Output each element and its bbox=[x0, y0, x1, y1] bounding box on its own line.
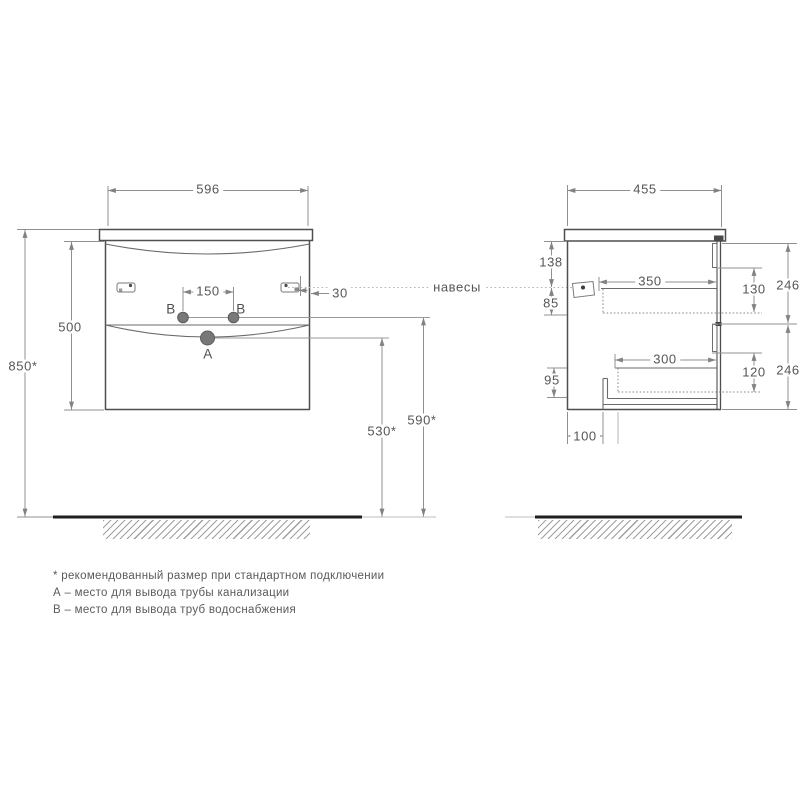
hangers-label: навесы bbox=[430, 281, 484, 294]
dim-cutout-offset: 100 bbox=[570, 430, 600, 443]
dim-drain-height: 530* bbox=[364, 425, 399, 438]
upper-drawer-box bbox=[601, 289, 762, 314]
point-b-left-marker bbox=[178, 312, 189, 323]
dim-install-height: 850* bbox=[5, 360, 40, 373]
side-view bbox=[565, 230, 763, 411]
dim-upper-front-height: 246 bbox=[773, 279, 800, 292]
side-countertop bbox=[565, 230, 726, 242]
point-a-marker bbox=[201, 331, 215, 345]
dim-supply-height: 590* bbox=[404, 414, 439, 427]
front-floor-hatch bbox=[103, 520, 310, 539]
front-view bbox=[100, 230, 431, 411]
dim-hanger-gap: 85 bbox=[540, 297, 562, 310]
side-floor-hatch bbox=[538, 520, 732, 539]
point-a-label: A bbox=[203, 346, 213, 362]
point-b-right-label: B bbox=[236, 301, 246, 317]
dim-hanger-top: 138 bbox=[536, 256, 566, 269]
front-sink-curve bbox=[106, 244, 310, 254]
dim-lower-drawer-height: 120 bbox=[739, 366, 769, 379]
footnote-point-b: В – место для вывода труб водоснабжения bbox=[53, 604, 297, 616]
side-dimensions bbox=[544, 185, 797, 444]
point-b-left-label: B bbox=[166, 301, 176, 317]
dim-front-width: 596 bbox=[193, 183, 223, 196]
dim-lower-drawer-depth: 300 bbox=[650, 353, 680, 366]
dim-upper-drawer-height: 130 bbox=[739, 283, 769, 296]
dim-outlet-spacing: 150 bbox=[193, 285, 223, 298]
lower-drawer-rail bbox=[713, 325, 718, 352]
footnote-recommended-size: * рекомендованный размер при стандартном подключении bbox=[53, 570, 385, 582]
side-hanger-bracket bbox=[573, 282, 595, 298]
front-left-hanger bbox=[117, 283, 135, 292]
upper-drawer-rail bbox=[713, 244, 718, 268]
dim-depth: 455 bbox=[630, 183, 660, 196]
dim-cabinet-height: 500 bbox=[55, 321, 85, 334]
pipe-cutout bbox=[603, 379, 717, 410]
dim-cutout-height: 95 bbox=[541, 374, 563, 387]
front-right-hanger bbox=[281, 283, 299, 292]
side-countertop-nose bbox=[714, 236, 724, 242]
dim-upper-drawer-depth: 350 bbox=[635, 275, 665, 288]
footnote-point-a: А – место для вывода трубы канализации bbox=[53, 587, 290, 599]
dim-lower-front-height: 246 bbox=[773, 364, 800, 377]
dim-hanger-offset: 30 bbox=[329, 287, 351, 300]
front-countertop bbox=[100, 230, 313, 241]
